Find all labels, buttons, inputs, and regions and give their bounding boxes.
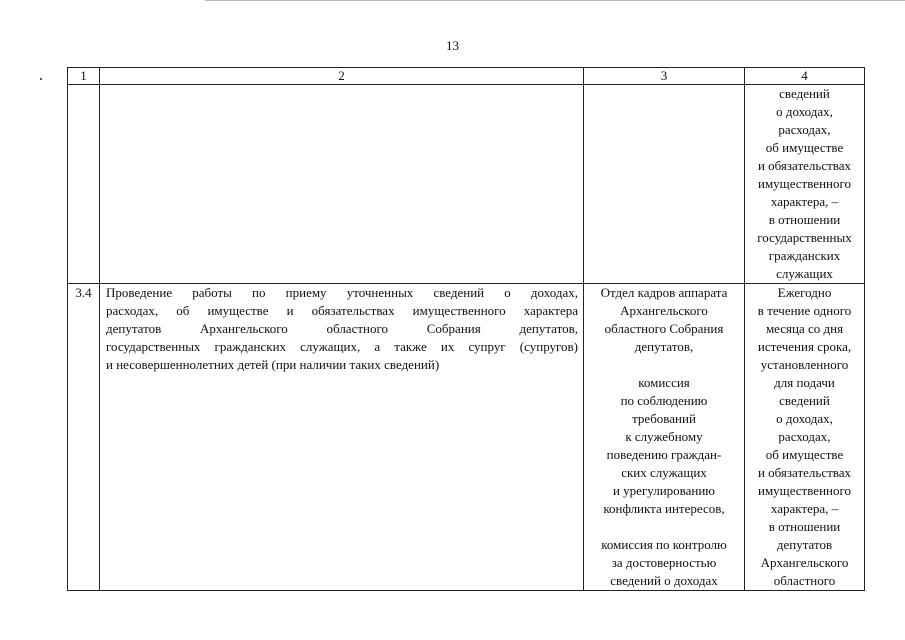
description-line: и несовершеннолетних детей (при наличии таких сведений) <box>106 357 440 372</box>
description-line: расходах, об имуществе и обязательствах имущественного характера <box>106 303 578 318</box>
deadline-line: расходах, <box>778 429 831 444</box>
header-col-2: 2 <box>100 68 584 85</box>
executor-line: по соблюдению <box>620 393 708 408</box>
description-line: депутатов Архангельского областного Собрания депутатов, <box>106 321 578 336</box>
executor-spacer <box>584 518 744 536</box>
executor-line: требований <box>632 411 696 426</box>
row-deadline <box>745 85 865 284</box>
header-col-4: 4 <box>745 68 865 85</box>
deadline-line: Архангельского <box>760 555 849 570</box>
deadline-line: истечения срока, <box>757 339 852 354</box>
deadline-line: установленного <box>760 357 849 372</box>
deadline-line: и обязательствах <box>757 158 852 173</box>
executor-line: к служебному <box>625 429 703 444</box>
deadline-line: государственных <box>757 230 852 245</box>
header-col-1: 1 <box>68 68 100 85</box>
deadline-line: Ежегодно <box>777 285 832 300</box>
deadline-line: об имуществе <box>765 140 844 155</box>
deadline-line: служащих <box>776 266 833 281</box>
deadline-line: в отношении <box>768 212 841 227</box>
executor-line: депутатов, <box>634 339 694 354</box>
executor-line: Архангельского <box>620 303 708 318</box>
executor-line: областного Собрания <box>604 321 724 336</box>
executor-line: конфликта интересов, <box>603 501 725 516</box>
deadline-line: депутатов <box>776 537 833 552</box>
deadline-line: имущественного <box>758 176 851 191</box>
executor-line: за достоверностью <box>611 555 717 570</box>
row-executor <box>584 85 745 284</box>
deadline-line: и обязательствах <box>757 465 852 480</box>
margin-mark <box>40 78 42 80</box>
deadline-line: областного <box>773 573 836 588</box>
executor-line: ских служащих <box>621 465 707 480</box>
row-deadline <box>745 284 865 591</box>
deadline-line: характера, – <box>770 194 839 209</box>
top-rule <box>205 0 905 1</box>
deadline-line: в течение одного <box>757 303 852 318</box>
header-col-3: 3 <box>584 68 745 85</box>
page-number: 13 <box>446 38 459 53</box>
deadline-line: имущественного <box>758 483 851 498</box>
executor-spacer <box>584 356 744 374</box>
row-description <box>100 284 584 591</box>
deadline-line: расходах, <box>778 122 831 137</box>
deadline-line: гражданских <box>768 248 841 263</box>
table-row-continuation <box>68 85 865 284</box>
table-row-3-4 <box>68 284 865 591</box>
plan-table <box>67 67 865 591</box>
deadline-line: о доходах, <box>776 411 833 426</box>
deadline-line: месяца со дня <box>765 321 844 336</box>
executor-line: поведению граждан- <box>606 447 722 462</box>
description-line: Проведение работы по приему уточненных сведений о доходах, <box>106 285 578 300</box>
row-number: 3.4 <box>68 284 100 591</box>
executor-line: и урегулированию <box>612 483 716 498</box>
description-line: государственных гражданских служащих, а также их супруг (супругов) <box>106 339 578 354</box>
executor-line: Отдел кадров аппарата <box>600 285 728 300</box>
deadline-line: о доходах, <box>776 104 833 119</box>
table-header-row <box>68 68 865 85</box>
row-number <box>68 85 100 284</box>
executor-line: сведений о доходах <box>610 573 718 588</box>
deadline-line: сведений <box>779 86 830 101</box>
executor-line: комиссия по контролю <box>601 537 727 552</box>
deadline-line: в отношении <box>768 519 841 534</box>
deadline-line: сведений <box>779 393 830 408</box>
row-description <box>100 85 584 284</box>
deadline-line: об имуществе <box>765 447 844 462</box>
deadline-line: для подачи <box>774 375 835 390</box>
row-executor <box>584 284 745 591</box>
deadline-line: характера, – <box>770 501 839 516</box>
executor-line: комиссия <box>638 375 690 390</box>
